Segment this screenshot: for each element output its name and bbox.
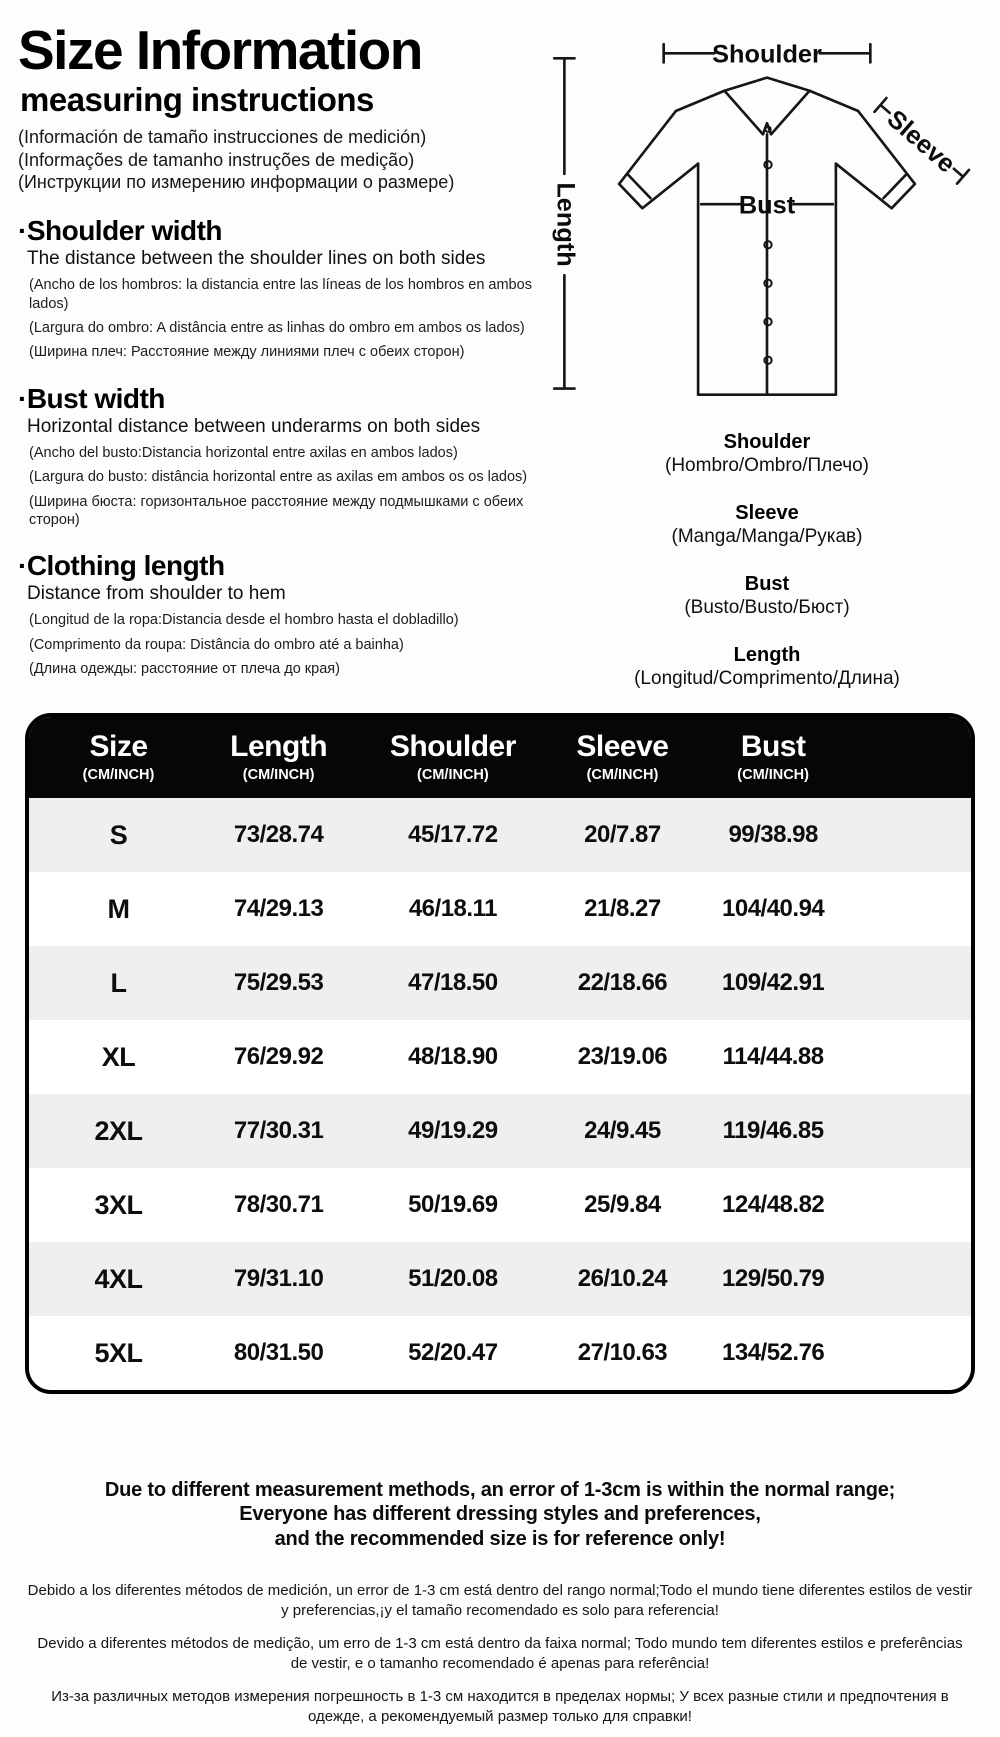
legend-term: Bust [744, 573, 790, 595]
section-translation-pt: (Largura do busto: distância horizontal entre as axilas em ambos os os lados) [29, 469, 528, 486]
disclaimer-en-line: Everyone has different dressing styles and preferences, [239, 1503, 761, 1526]
instructions-column [18, 19, 536, 685]
value-cell: 79/31.10 [233, 1265, 324, 1292]
subtitle-translations [18, 126, 536, 194]
subtitle-translation-ru: (Инструкции по измерению информации о размере) [18, 172, 455, 193]
value-cell: 49/19.29 [408, 1117, 498, 1144]
value-cell: 134/52.76 [722, 1339, 825, 1366]
legend-item-bust [544, 573, 990, 619]
section-description: Distance from shoulder to hem [27, 583, 286, 605]
value-cell: 26/10.24 [577, 1265, 668, 1292]
column-label: Bust [740, 730, 806, 763]
disclaimer-es: Debido a los diferentes métodos de medición, un error de 1-3 cm está dentro del rango normal;Todo el mundo tiene diferentes estilos de vestir y preferencias,¡y el tamaño recomendado es solo para referencia! [27, 1582, 973, 1619]
value-cell: 21/8.27 [584, 895, 661, 922]
value-cell: 75/29.53 [233, 969, 324, 996]
value-cell: 124/48.82 [722, 1191, 825, 1218]
column-label: Shoulder [389, 730, 516, 763]
disclaimer-en-line: and the recommended size is for reference only! [274, 1527, 726, 1550]
size-cell: 2XL [94, 1115, 143, 1146]
value-cell: 51/20.08 [408, 1265, 498, 1292]
column-header-shoulder [349, 730, 556, 783]
legend-item-shoulder [544, 431, 990, 477]
value-cell: 25/9.84 [584, 1191, 661, 1218]
legend-translation: (Longitud/Comprimento/Длина) [634, 668, 900, 689]
value-cell: 46/18.11 [408, 895, 497, 922]
size-cell: 3XL [94, 1189, 143, 1220]
size-cell: M [107, 893, 130, 924]
table-row [29, 1094, 971, 1168]
size-cell: S [109, 819, 128, 850]
section-heading: ·Bust width [18, 382, 165, 414]
value-cell: 76/29.92 [233, 1043, 324, 1070]
value-cell: 50/19.69 [408, 1191, 498, 1218]
section-translation-es: (Ancho de los hombros: la distancia entre las líneas de los hombros en ambos lados) [29, 277, 532, 312]
section-translation-es: (Longitud de la ropa:Distancia desde el hombro hasta el dobladillo) [29, 612, 459, 629]
section-translation-ru: (Ширина плеч: Расстояние между линиями плеч с обеих сторон) [29, 344, 465, 361]
size-cell: XL [101, 1041, 136, 1072]
section-shoulder-width [18, 215, 536, 362]
value-cell: 119/46.85 [722, 1117, 824, 1144]
table-row [29, 1316, 971, 1390]
value-cell: 27/10.63 [577, 1339, 668, 1366]
value-cell: 74/29.13 [233, 895, 324, 922]
section-clothing-length [18, 550, 536, 678]
disclaimer-pt: Devido a diferentes métodos de medição, um erro de 1-3 cm está dentro da faixa normal; Todo mundo tem diferentes estilos e preferências de vestir, e o tamanho recomendado é apenas para referência! [37, 1635, 963, 1672]
section-description: Horizontal distance between underarms on both sides [27, 415, 481, 437]
size-cell: L [110, 967, 127, 998]
disclaimer-ru: Из-за различных методов измерения погрешность в 1-3 см находится в пределах нормы; У всех разные стили и предпочтения в одежде, а рекомендуемый размер только для справки! [51, 1688, 949, 1725]
shirt-measurement-diagram [544, 32, 990, 419]
value-cell: 114/44.88 [722, 1043, 824, 1070]
legend-translation: (Busto/Busto/Бюст) [684, 597, 850, 618]
table-row [29, 1020, 971, 1094]
value-cell: 104/40.94 [722, 895, 825, 922]
header-spacer-cell [858, 730, 971, 783]
section-translation-ru: (Длина одежды: расстояние от плеча до края) [29, 661, 340, 678]
column-label: Size [89, 730, 148, 763]
page-title: Size Information [18, 19, 422, 81]
disclaimer-en [0, 1478, 1000, 1551]
value-cell: 48/18.90 [408, 1043, 498, 1070]
section-translation-es: (Ancho del busto:Distancia horizontal entre axilas en ambos lados) [29, 444, 458, 461]
table-row [29, 798, 971, 872]
diagram-legend [544, 431, 990, 690]
legend-term: Shoulder [723, 431, 811, 453]
column-unit: (CM/INCH) [242, 767, 315, 783]
section-translation-pt: (Comprimento da roupa: Distância do ombro até a bainha) [29, 636, 404, 653]
column-label: Sleeve [576, 730, 669, 763]
value-cell: 77/30.31 [233, 1117, 324, 1144]
column-unit: (CM/INCH) [82, 767, 155, 783]
column-header-size [29, 730, 208, 783]
value-cell: 80/31.50 [233, 1339, 324, 1366]
disclaimer [0, 1478, 1000, 1726]
column-header-sleeve [557, 730, 689, 783]
diagram-label-shoulder: Shoulder [712, 40, 822, 69]
section-heading: ·Clothing length [18, 550, 225, 582]
value-cell: 109/42.91 [722, 969, 825, 996]
section-translation-pt: (Largura do ombro: A distância entre as linhas do ombro em ambos os lados) [29, 319, 525, 336]
size-cell: 4XL [94, 1263, 143, 1294]
value-cell: 22/18.66 [577, 969, 668, 996]
value-cell: 23/19.06 [577, 1043, 668, 1070]
shirt-left-sleeve [619, 111, 698, 208]
legend-translation: (Manga/Manga/Рукав) [671, 526, 863, 547]
column-unit: (CM/INCH) [737, 767, 809, 783]
value-cell: 52/20.47 [408, 1339, 498, 1366]
table-row [29, 872, 971, 946]
size-table-header [29, 717, 971, 798]
value-cell: 45/17.72 [408, 821, 498, 848]
disclaimer-en-line: Due to different measurement methods, an error of 1-3cm is within the normal range; [104, 1479, 896, 1501]
value-cell: 73/28.74 [233, 821, 324, 848]
column-label: Length [230, 730, 328, 763]
value-cell: 78/30.71 [233, 1191, 324, 1218]
section-translation-ru: (Ширина бюста: горизонтальное расстояние между подмышками с обеих сторон) [29, 493, 524, 528]
column-header-length [208, 730, 349, 783]
diagram-label-sleeve: Sleeve [881, 104, 961, 179]
value-cell: 47/18.50 [408, 969, 498, 996]
legend-item-sleeve [544, 502, 990, 548]
value-cell: 20/7.87 [584, 821, 661, 848]
value-cell: 99/38.98 [728, 821, 818, 848]
diagram-label-bust: Bust [738, 191, 796, 220]
section-description: The distance between the shoulder lines on both sides [27, 248, 486, 270]
diagram-label-length: Length [551, 182, 580, 267]
table-row [29, 1242, 971, 1316]
size-cell: 5XL [94, 1337, 143, 1368]
legend-term: Length [733, 644, 801, 666]
subtitle-translation-pt: (Informações de tamanho instruções de medição) [18, 149, 415, 170]
diagram-column [544, 32, 990, 715]
table-row [29, 1168, 971, 1242]
legend-term: Sleeve [735, 502, 799, 524]
section-heading: ·Shoulder width [18, 215, 223, 247]
table-row [29, 946, 971, 1020]
size-table [25, 713, 975, 1394]
top-section [0, 0, 1000, 692]
value-cell: 24/9.45 [584, 1117, 661, 1144]
value-cell: 129/50.79 [722, 1265, 825, 1292]
page-subtitle: measuring instructions [20, 81, 374, 119]
size-table-body [29, 798, 971, 1390]
shirt-shoulder-seams [676, 91, 858, 111]
section-bust-width [18, 383, 536, 530]
subtitle-translation-es: (Información de tamaño instrucciones de medición) [18, 127, 427, 148]
column-unit: (CM/INCH) [586, 767, 659, 783]
column-unit: (CM/INCH) [417, 767, 489, 783]
legend-translation: (Hombro/Ombro/Плечо) [665, 455, 869, 476]
column-header-bust [688, 730, 858, 783]
legend-item-length [544, 644, 990, 690]
